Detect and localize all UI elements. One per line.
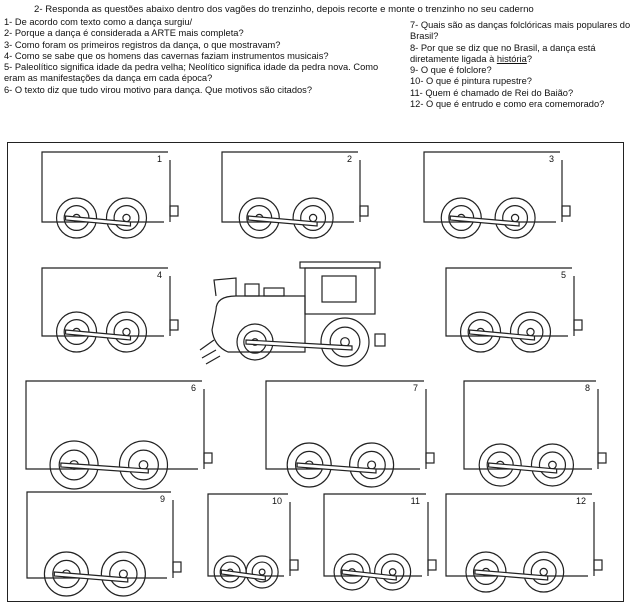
wheel — [101, 552, 145, 596]
wheel-outer — [531, 444, 573, 486]
wagon-9 — [27, 492, 181, 596]
wagon-11 — [324, 494, 436, 590]
locomotive — [200, 262, 385, 366]
wagon-rod — [66, 330, 131, 340]
wagon-number: 4 — [156, 270, 162, 280]
wheel — [495, 198, 535, 238]
locomotive-dome-2 — [264, 288, 284, 296]
wagon-hitch — [204, 453, 212, 463]
wagon-hitch — [170, 320, 178, 330]
wheel-outer — [106, 312, 146, 352]
wheel-outer — [524, 552, 564, 592]
wheel — [350, 443, 394, 487]
wagon-body — [222, 152, 358, 222]
wheel-hub — [549, 461, 557, 469]
wagon-hitch — [428, 560, 436, 570]
wagon-hitch — [360, 206, 368, 216]
wheel-inner — [503, 206, 528, 231]
question-8-underlined-word: história — [496, 53, 527, 64]
wagon-number: 11 — [410, 496, 420, 506]
question-9: 9- O que é folclore? — [410, 65, 492, 76]
question-5: 5- Paleolítico significa idade da pedra velha; Neolítico significa idade da pedra nova. Como eram as manifestações da dança em cada época? — [4, 62, 379, 84]
wheel — [531, 444, 573, 486]
wagon-4 — [42, 268, 178, 352]
locomotive-window — [322, 276, 356, 302]
wheel-inner — [114, 206, 139, 231]
wagon-rod — [450, 216, 519, 226]
wheel-inner — [114, 320, 139, 345]
wheel-outer — [350, 443, 394, 487]
wagon-hitch — [598, 453, 606, 463]
instruction-text: 2- Responda as questões abaixo dentro dos vagões do trenzinho, depois recorte e monte o trenzinho no seu caderno — [34, 4, 534, 15]
wagon-body — [424, 152, 560, 222]
wheel-hub — [368, 461, 376, 469]
wheel-hub — [540, 568, 547, 575]
wagon-7 — [266, 381, 434, 487]
wagon-12 — [446, 494, 602, 592]
wagon-hitch — [426, 453, 434, 463]
wheel-hub — [511, 214, 518, 221]
wagon-10 — [208, 494, 298, 588]
wagon-hitch — [170, 206, 178, 216]
wheel-outer — [495, 198, 535, 238]
question-2: 2- Porque a dança é considerada a ARTE mais completa? — [4, 28, 244, 39]
wagon-number: 12 — [575, 496, 586, 506]
question-6: 6- O texto diz que tudo virou motivo para dança. Que motivos são citados? — [4, 84, 312, 95]
question-12: 12- O que é entrudo e como era comemorado? — [410, 99, 605, 110]
wheel — [293, 198, 333, 238]
wheel-outer — [246, 556, 278, 588]
locomotive-hitch — [375, 334, 385, 346]
wheel-inner — [301, 206, 326, 231]
wheel — [375, 554, 411, 590]
wagon-body — [42, 152, 168, 222]
wheel-hub — [123, 214, 130, 221]
wagon-body — [324, 494, 426, 576]
wheel — [119, 441, 167, 489]
wagon-hitch — [562, 206, 570, 216]
wagon-hitch — [290, 560, 298, 570]
wheel-inner — [358, 451, 385, 478]
wagon-body — [446, 268, 572, 336]
wheel-inner — [531, 560, 556, 585]
locomotive-cab — [305, 268, 375, 314]
wagon-rod — [61, 463, 148, 473]
wheel-hub — [527, 328, 534, 335]
wagon-rod — [475, 570, 548, 580]
wheel-hub — [389, 569, 395, 575]
wheel-outer — [375, 554, 411, 590]
wagon-number: 1 — [156, 154, 162, 164]
question-10: 10- O que é pintura rupestre? — [410, 76, 532, 87]
wagon-8 — [464, 381, 606, 486]
wheel-outer — [293, 198, 333, 238]
wagon-rod — [489, 463, 557, 473]
wagon-6 — [26, 381, 212, 489]
wagon-1 — [42, 152, 178, 238]
wagon-body — [42, 268, 168, 336]
wagon-number: 3 — [548, 154, 554, 164]
wheel-hub — [259, 569, 265, 575]
wheel-hub — [309, 214, 316, 221]
wheel — [106, 198, 146, 238]
wheel-inner — [539, 452, 565, 478]
wagon-rod — [248, 216, 317, 226]
wagon-number: 2 — [346, 154, 352, 164]
wheel-inner — [110, 560, 137, 587]
wagon-rod — [66, 216, 131, 226]
wagon-rod — [54, 572, 127, 582]
wagon-number: 8 — [584, 383, 590, 393]
question-11: 11- Quem é chamado de Rei do Baião? — [410, 87, 574, 98]
wheel-hub — [119, 570, 127, 578]
locomotive-chimney — [214, 278, 236, 296]
wagon-2 — [222, 152, 368, 238]
wheel-inner — [330, 327, 360, 357]
wheel — [321, 318, 369, 366]
locomotive-rod — [246, 340, 352, 350]
question-1: 1- De acordo com texto como a dança surgiu/ — [4, 17, 193, 27]
wagon-number: 5 — [560, 270, 566, 280]
wagon-body — [464, 381, 596, 469]
wheel — [246, 556, 278, 588]
wheel-inner — [129, 450, 159, 480]
wagon-3 — [424, 152, 570, 238]
wagon-rod — [297, 463, 376, 473]
wagon-hitch — [173, 562, 181, 572]
wheel-outer — [101, 552, 145, 596]
wagon-5 — [446, 268, 582, 352]
wheel-outer — [510, 312, 550, 352]
question-7: 7- Quais são as danças folclóricas mais populares do Brasil? — [410, 20, 631, 42]
locomotive-dome — [245, 284, 259, 296]
wagon-number: 9 — [159, 494, 165, 504]
question-3: 3- Como foram os primeiros registros da dança, o que mostravam? — [4, 39, 281, 50]
question-8-text: 8- Por que se diz que no Brasil, a dança está diretamente ligada à — [410, 42, 596, 64]
wagon-body — [27, 492, 171, 578]
wagon-number: 10 — [271, 496, 282, 506]
locomotive-roof — [300, 262, 380, 268]
wagon-number: 7 — [412, 383, 418, 393]
wheel — [510, 312, 550, 352]
question-4: 4- Como se sabe que os homens das cavernas faziam instrumentos musicais? — [4, 50, 329, 61]
wagon-rod — [470, 330, 535, 340]
wheel-hub — [123, 328, 130, 335]
wheel-outer — [106, 198, 146, 238]
wagon-hitch — [594, 560, 602, 570]
question-8-end: ? — [526, 53, 532, 64]
wheel-inner — [518, 320, 543, 345]
wheel-outer — [321, 318, 369, 366]
wheel — [106, 312, 146, 352]
wheel — [524, 552, 564, 592]
wagon-hitch — [574, 320, 582, 330]
wagon-number: 6 — [190, 383, 196, 393]
wheel-outer — [119, 441, 167, 489]
